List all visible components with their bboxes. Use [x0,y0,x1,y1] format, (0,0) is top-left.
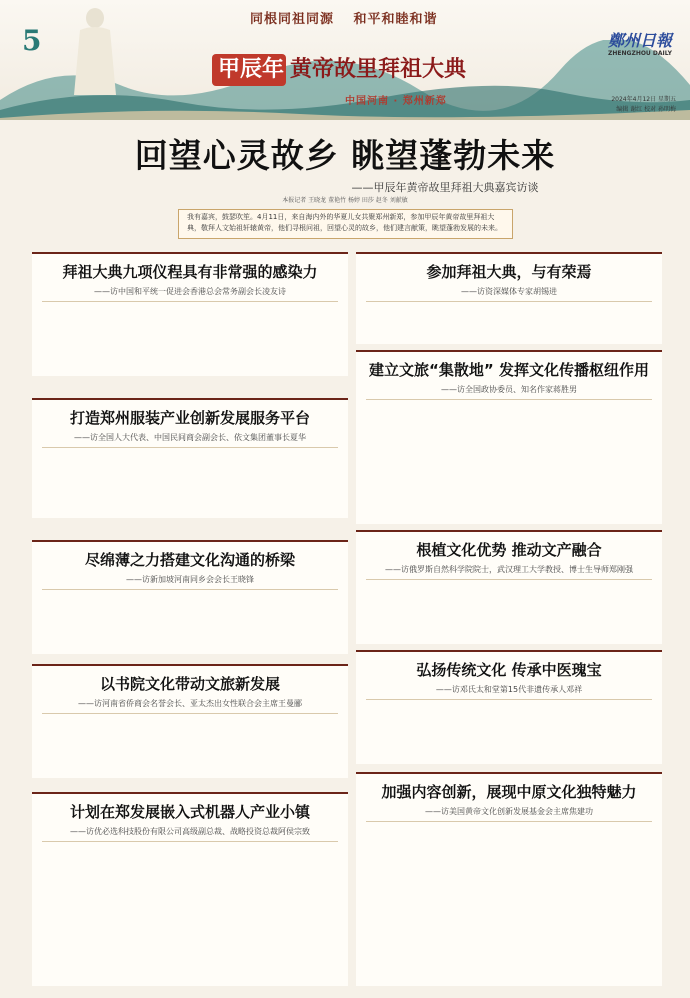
slogan-part: 同根同祖同源 [250,12,335,27]
event-location: 中国河南 · 郑州新郑 [345,96,447,107]
article [32,252,348,376]
article [356,650,662,764]
masthead [0,0,690,120]
event-name: 黄帝故里拜祖大典 [290,56,467,82]
article-title: 打造郑州服装产业创新发展服务平台 [69,409,310,427]
divider [42,713,338,714]
article-subtitle: ——访邓氏太和堂第15代非遗传承人邓祥 [435,685,583,694]
article [32,540,348,654]
divider [42,841,338,842]
slogan [250,8,452,27]
divider [366,821,652,822]
page-subhead: ——甲辰年黄帝故里拜祖大典嘉宾访谈 [351,181,539,194]
article [32,398,348,518]
article-title: 根植文化优势 推动文产融合 [416,541,602,559]
article [356,350,662,524]
article-subtitle: ——访中国和平统一促进会香港总会常务副会长凌友诗 [94,287,286,296]
intro-box: 我有嘉宾，鼓瑟吹笙。4月11日，来自海内外的华夏儿女共聚郑州新郑，参加甲辰年黄帝故里拜祖大典，敬拜人文始祖轩辕黄帝，他们寻根问祖，回望心灵的故乡，他们建言献策，眺望蓬勃发展的未来。 [178,209,513,239]
article-title: 加强内容创新，展现中原文化独特魅力 [381,783,637,801]
article [32,792,348,986]
article-subtitle: ——访优必选科技股份有限公司高级副总裁、战略投资总裁阿侯宗致 [70,827,310,836]
article-subtitle: ——访资深媒体专家胡锡进 [461,287,557,296]
article [356,530,662,644]
article-subtitle: ——访全国政协委员、知名作家蒋胜男 [441,385,577,394]
divider [42,589,338,590]
article-title: 弘扬传统文化 传承中医瑰宝 [416,661,602,679]
article-title: 参加拜祖大典，与有荣焉 [426,263,592,281]
article [356,252,662,344]
article-title: 以书院文化带动文旅新发展 [99,675,280,693]
article-body [32,302,348,314]
slogan-part: 和平和睦和谐 [353,12,438,27]
divider [366,699,652,700]
divider [366,579,652,580]
editor-credits: 编辑 谢红 校对 孙明梅 [616,106,676,113]
page-headline: 回望心灵故乡 眺望蓬勃未来 [134,136,556,175]
article-subtitle: ——访全国人大代表、中国民间商会副会长、依文集团董事长夏华 [74,433,306,442]
byline: 本报记者 王晓龙 董艳竹 杨婷 田莎 赵冬 刘献敏 [282,197,408,204]
article [32,664,348,778]
article-subtitle: ——访新加坡河南同乡会会长王晓锋 [126,575,254,584]
article-title: 计划在郑发展嵌入式机器人产业小镇 [69,803,310,821]
divider [366,399,652,400]
article [356,772,662,986]
article-title: 尽绵薄之力搭建文化沟通的桥梁 [84,551,295,569]
article-title: 建立文旅“集散地” 发挥文化传播枢纽作用 [369,361,649,379]
divider [42,447,338,448]
paper-logo-en: ZHENGZHOU DAILY [608,50,672,57]
article-title: 拜祖大典九项仪程具有非常强的感染力 [62,263,318,281]
event-banner [212,52,466,83]
issue-date: 2024年4月12日 星期五 [611,96,676,103]
article-subtitle: ——访美国黄帝文化创新发展基金会主席焦建功 [425,807,593,816]
event-year: 甲辰年 [218,56,285,82]
article-subtitle: ——访河南省侨商会名誉会长、亚太杰出女性联合会主席王曼郦 [78,699,302,708]
article-subtitle: ——访俄罗斯自然科学院院士，武汉理工大学教授、博士生导师郑刚强 [385,565,633,574]
yellow-emperor-statue-icon [60,0,130,100]
page-number: 5 [22,24,42,57]
divider [366,301,652,302]
paper-logo: 鄭州日報 [607,31,672,50]
